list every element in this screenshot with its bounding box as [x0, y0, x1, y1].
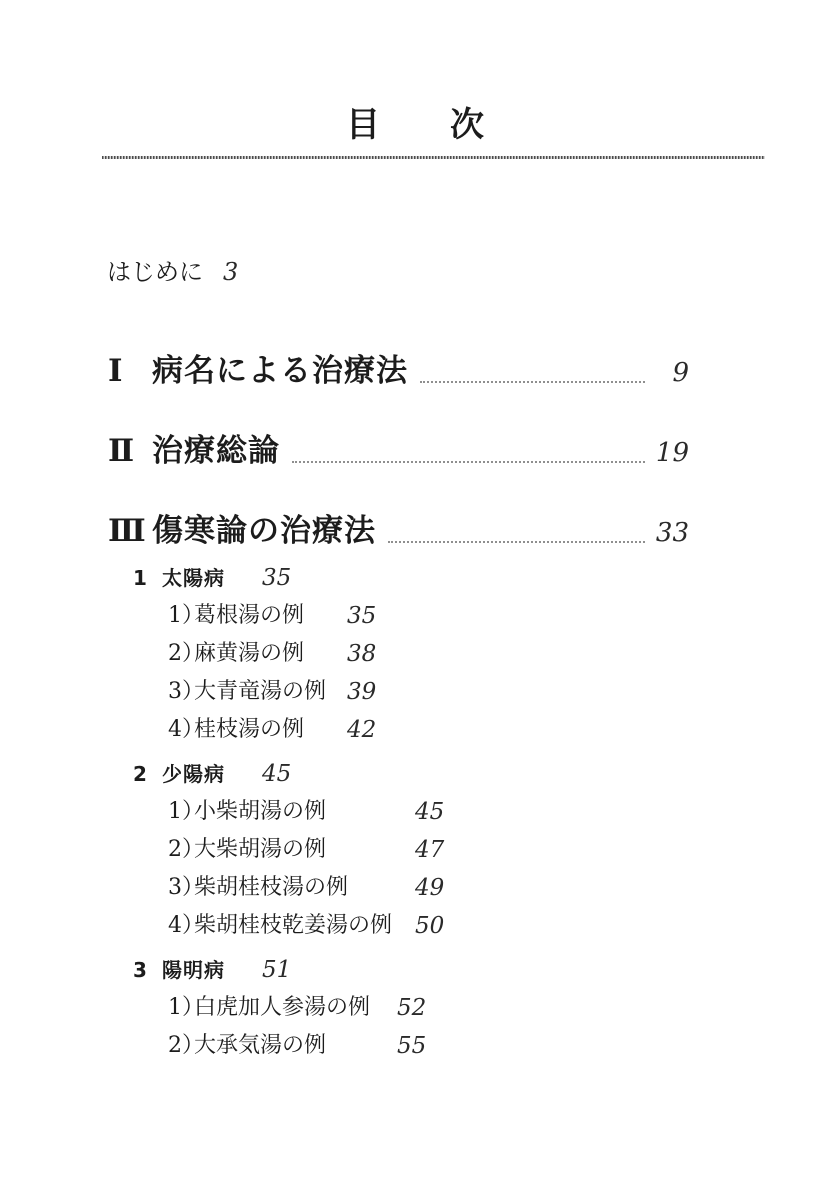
- item-label: 1）: [168, 799, 204, 824]
- title-rule: [102, 156, 765, 159]
- item-label: 4）: [168, 717, 204, 742]
- group-heading-2: [133, 755, 765, 793]
- section-entry-1: [102, 349, 765, 393]
- item-text: 小柴胡湯の例: [194, 799, 327, 824]
- item-text: 桂枝湯の例: [194, 717, 305, 742]
- toc-content: [102, 156, 765, 1065]
- item-label: 2）: [168, 1033, 204, 1058]
- item-page-number: 49: [415, 875, 445, 901]
- section-page-number: 9: [672, 358, 689, 388]
- toc-item: [168, 831, 765, 869]
- group-heading-1: [133, 559, 765, 597]
- dot-leader: [388, 541, 645, 543]
- toc-item: [168, 907, 765, 945]
- section-title: 治療総論: [152, 433, 280, 469]
- group-page-number: 45: [262, 761, 292, 787]
- item-text: 葛根湯の例: [194, 603, 305, 628]
- item-label: 2）: [168, 641, 204, 666]
- group-page-number: 35: [262, 565, 292, 591]
- intro-entry: [107, 255, 765, 289]
- item-label: 3）: [168, 679, 204, 704]
- page-title: 目 次: [346, 105, 502, 145]
- item-page-number: 52: [397, 995, 427, 1021]
- dot-leader: [420, 381, 645, 383]
- toc-item: [168, 869, 765, 907]
- toc-item: [168, 793, 765, 831]
- toc-item: [168, 1027, 765, 1065]
- item-text: 大承気湯の例: [194, 1033, 327, 1058]
- intro-label: はじめに: [107, 258, 203, 286]
- section-numeral: Ⅰ: [108, 353, 123, 389]
- section-title: 傷寒論の治療法: [152, 513, 376, 549]
- item-page-number: 47: [415, 837, 445, 863]
- section-entry-2: [102, 429, 765, 473]
- section-numeral: Ⅲ: [108, 513, 146, 549]
- group-number: 1: [133, 566, 147, 590]
- group-number: 2: [133, 762, 147, 786]
- item-page-number: 45: [415, 799, 445, 825]
- item-page-number: 50: [415, 913, 445, 939]
- section-page-number: 33: [655, 518, 689, 548]
- group-title: 陽明病: [162, 958, 225, 982]
- item-text: 大青竜湯の例: [194, 679, 327, 704]
- intro-page-number: 3: [223, 258, 239, 286]
- group-title: 太陽病: [162, 566, 225, 590]
- toc-item: [168, 673, 765, 711]
- item-page-number: 38: [347, 641, 377, 667]
- item-label: 2）: [168, 837, 204, 862]
- item-label: 1）: [168, 603, 204, 628]
- item-text: 白虎加人参湯の例: [194, 995, 371, 1020]
- item-text: 麻黄湯の例: [194, 641, 305, 666]
- dot-leader: [292, 461, 645, 463]
- section-title: 病名による治療法: [152, 353, 408, 389]
- section-entry-3: [102, 509, 765, 553]
- group-title: 少陽病: [162, 762, 225, 786]
- group-number: 3: [133, 958, 147, 982]
- item-label: 4）: [168, 913, 204, 938]
- group-page-number: 51: [262, 957, 292, 983]
- toc-item: [168, 635, 765, 673]
- toc-item: [168, 711, 765, 749]
- item-page-number: 55: [397, 1033, 427, 1059]
- item-page-number: 39: [347, 679, 377, 705]
- item-label: 1）: [168, 995, 204, 1020]
- item-text: 大柴胡湯の例: [194, 837, 327, 862]
- toc-item: [168, 597, 765, 635]
- group-heading-3: [133, 951, 765, 989]
- item-text: 柴胡桂枝乾姜湯の例: [194, 913, 393, 938]
- section-page-number: 19: [655, 438, 689, 468]
- toc-item: [168, 989, 765, 1027]
- section-numeral: Ⅱ: [108, 433, 135, 469]
- item-label: 3）: [168, 875, 204, 900]
- item-text: 柴胡桂枝湯の例: [194, 875, 349, 900]
- item-page-number: 42: [347, 717, 377, 743]
- item-page-number: 35: [347, 603, 377, 629]
